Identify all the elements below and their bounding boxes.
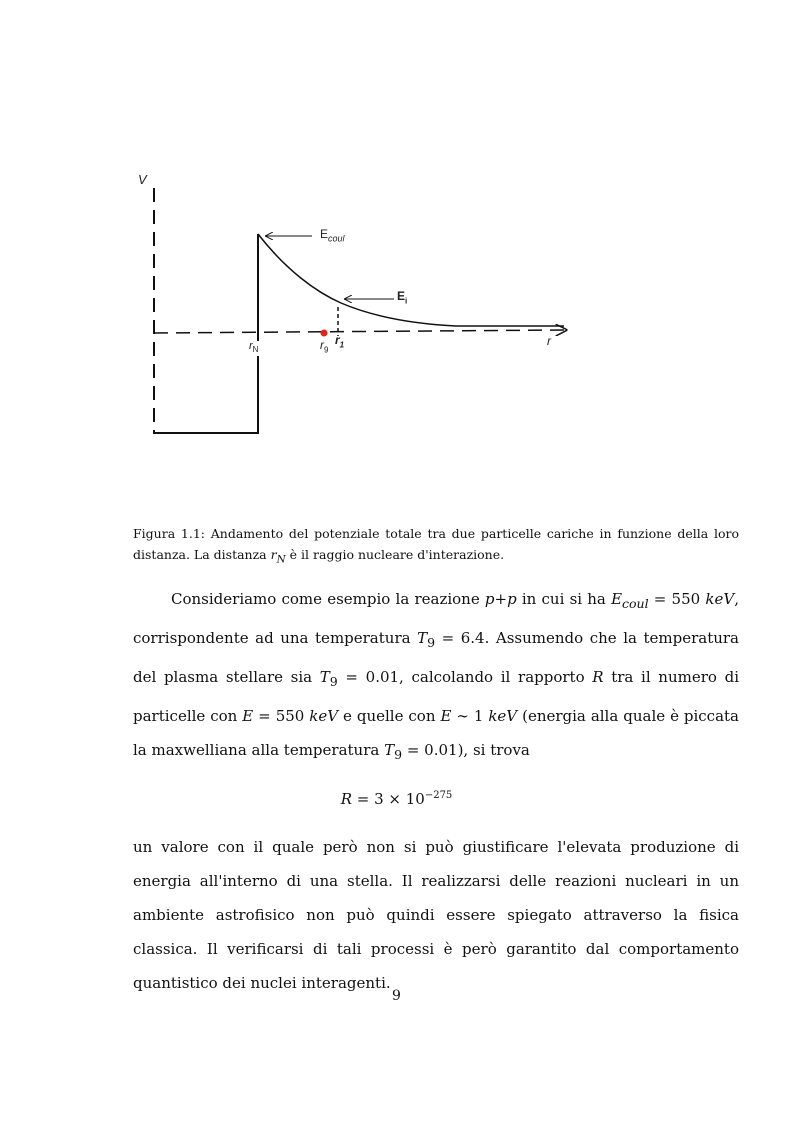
potential-diagram: [136, 170, 576, 460]
potential-figure: [136, 170, 576, 460]
coulomb-barrier-curve: [258, 234, 564, 326]
paragraph-1: Consideriamo come esempio la reazione p+p in cui si ha $E_{coul} = 550$ keV, corrispondente ad una temperatura $T_9 = 6.4$. Assumendo che la temperatura del plasma stellare sia $T_9 = 0.01$, calcolando il rapporto R tra il numero di particelle con E = 550 keV e quelle con E ∼ 1 keV (energia alla quale è piccata la maxwelliana alla temperatura $T_9 = 0.01$), si trova: [133, 590, 740, 762]
caption-prefix: Figura 1.1:: [133, 526, 206, 541]
ecoul-label: $E_{coul}$: [320, 227, 345, 244]
equation-r: $R = 3 \times 10^{-275}$: [340, 790, 453, 808]
figure-caption: Figura 1.1: Andamento del potenziale totale tra due particelle cariche in funzione della loro distanza. La distanza $r_N$ è il raggio nucleare d'interazione.: [133, 526, 740, 566]
e-label: $E_i$: [397, 289, 408, 306]
page-number: 9: [392, 988, 401, 1004]
rn-label: $r_N$: [249, 340, 259, 355]
r-axis-label: r: [547, 334, 551, 348]
potential-well: [154, 356, 258, 433]
r9-label: $r_9$: [320, 338, 329, 355]
r-axis-dashed: [154, 330, 566, 333]
r9-point-marker: [321, 330, 328, 337]
v-axis-label: V: [138, 172, 147, 187]
paragraph-2: un valore con il quale però non si può giustificare l'elevata produzione di energia all'interno di una stella. Il realizzarsi delle reazioni nucleari in un ambiente astrofisico non può quindi essere spiegato attraverso la fisica classica. Il verificarsi di tali processi è però garantito dal comportamento quantistico dei nuclei interagenti.: [133, 838, 739, 992]
r1-label: $r_1$: [335, 333, 345, 350]
